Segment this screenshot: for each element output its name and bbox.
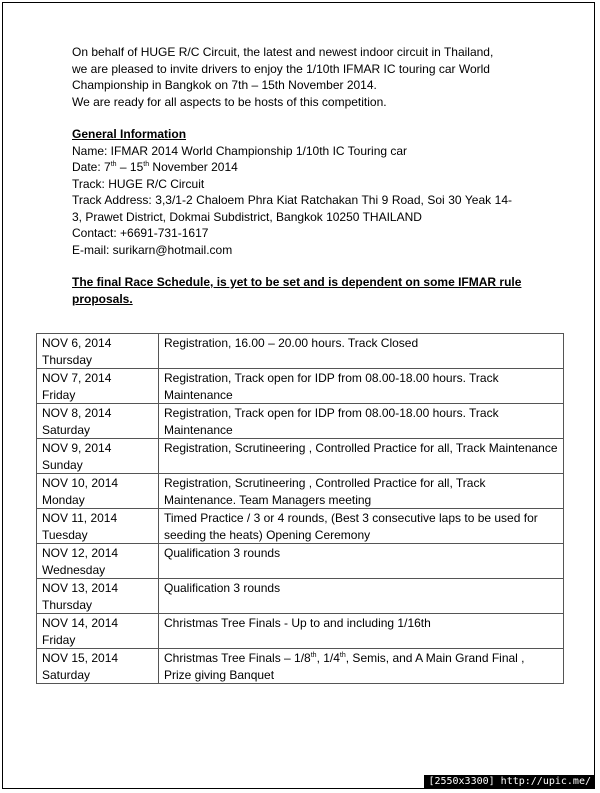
table-row (37, 369, 564, 404)
track-address: Track Address: 3,3/1-2 Chaloem Phra Kiat Ratchakan Thi 9 Road, Soi 30 Yeak 14-3, Prawet District, Dokmai Subdistrict, Bangkok 10250 THAILAND (72, 193, 512, 224)
date-prefix: Date: 7 (72, 160, 111, 174)
general-heading: General Information (72, 127, 187, 141)
activity-text: Christmas Tree Finals – 1/8 (164, 651, 311, 665)
date-cell (37, 369, 159, 404)
activity-cell: Registration, Track open for IDP from 08.00-18.00 hours. Track Maintenance (159, 404, 564, 439)
date-cell (37, 544, 159, 579)
row-day: Monday (42, 492, 85, 507)
row-day: Friday (42, 387, 76, 402)
activity-cell: Registration, 16.00 – 20.00 hours. Track Closed (159, 334, 564, 369)
activity-text: Prize giving Banquet (164, 667, 275, 682)
row-day: Saturday (42, 667, 91, 682)
activity-text: , 1/4 (316, 651, 340, 665)
activity-cell: Qualification 3 rounds (159, 579, 564, 614)
date-cell (37, 614, 159, 649)
date-cell (37, 579, 159, 614)
activity-cell: Christmas Tree Finals - Up to and including 1/16th (159, 614, 564, 649)
row-day: Tuesday (42, 527, 88, 542)
row-date: NOV 7, 2014 (42, 371, 112, 385)
contact-phone: Contact: +6691-731-1617 (72, 226, 209, 240)
row-day: Thursday (42, 597, 93, 612)
document-body (72, 44, 542, 307)
date-cell (37, 439, 159, 474)
row-date: NOV 13, 2014 (42, 581, 119, 595)
activity-cell (159, 649, 564, 684)
race-schedule-table (36, 333, 564, 684)
row-date: NOV 10, 2014 (42, 476, 119, 490)
row-day: Friday (42, 632, 76, 647)
event-date (72, 159, 542, 176)
activity-cell: Registration, Track open for IDP from 08.00-18.00 hours. Track Maintenance (159, 369, 564, 404)
row-date: NOV 11, 2014 (42, 511, 118, 525)
date-sup: th (110, 161, 117, 168)
table-row (37, 509, 564, 544)
activity-sup: th (339, 652, 346, 659)
row-date: NOV 12, 2014 (42, 546, 119, 560)
table-row (37, 579, 564, 614)
table-row (37, 404, 564, 439)
row-day: Sunday (42, 457, 83, 472)
intro-line: We are ready for all aspects to be hosts of this competition. (72, 94, 387, 109)
date-cell (37, 474, 159, 509)
date-cell (37, 404, 159, 439)
activity-cell: Timed Practice / 3 or 4 rounds, (Best 3 consecutive laps to be used for seeding the heats) Opening Ceremony (159, 509, 564, 544)
row-day: Saturday (42, 422, 91, 437)
activity-cell: Qualification 3 rounds (159, 544, 564, 579)
row-day: Thursday (42, 352, 93, 367)
row-date: NOV 15, 2014 (42, 651, 119, 665)
table-row (37, 614, 564, 649)
schedule-heading: The final Race Schedule, is yet to be set and is dependent on some IFMAR rule proposals. (72, 275, 522, 306)
intro-paragraph (72, 44, 542, 110)
intro-line: On behalf of HUGE R/C Circuit, the latest and newest indoor circuit in Thailand, (72, 45, 494, 59)
table-row (37, 544, 564, 579)
date-suffix: November 2014 (149, 160, 238, 174)
row-date: NOV 8, 2014 (42, 406, 112, 420)
event-track: Track: HUGE R/C Circuit (72, 176, 205, 191)
table-row (37, 334, 564, 369)
watermark: [2550x3300] http://upic.me/ (424, 775, 595, 788)
row-day: Wednesday (42, 562, 106, 577)
row-date: NOV 6, 2014 (42, 336, 112, 350)
table-row (37, 649, 564, 684)
table-row (37, 439, 564, 474)
intro-line: Championship in Bangkok on 7th – 15th November 2014. (72, 78, 377, 92)
contact-email: E-mail: surikarn@hotmail.com (72, 242, 233, 257)
table-row (37, 474, 564, 509)
date-cell (37, 509, 159, 544)
activity-text: , Semis, and A Main Grand Final , (345, 651, 525, 665)
date-sup: th (143, 161, 150, 168)
row-date: NOV 9, 2014 (42, 441, 112, 455)
general-information (72, 126, 542, 258)
activity-cell: Registration, Scrutineering , Controlled Practice for all, Track Maintenance. Team Managers meeting (159, 474, 564, 509)
date-cell (37, 649, 159, 684)
activity-cell: Registration, Scrutineering , Controlled Practice for all, Track Maintenance (159, 439, 564, 474)
row-date: NOV 14, 2014 (42, 616, 119, 630)
activity-sup: th (310, 652, 317, 659)
intro-line: we are pleased to invite drivers to enjoy the 1/10th IFMAR IC touring car World (72, 61, 490, 76)
date-cell (37, 334, 159, 369)
event-name: Name: IFMAR 2014 World Championship 1/10th IC Touring car (72, 143, 408, 158)
date-mid: – 15 (116, 160, 144, 174)
